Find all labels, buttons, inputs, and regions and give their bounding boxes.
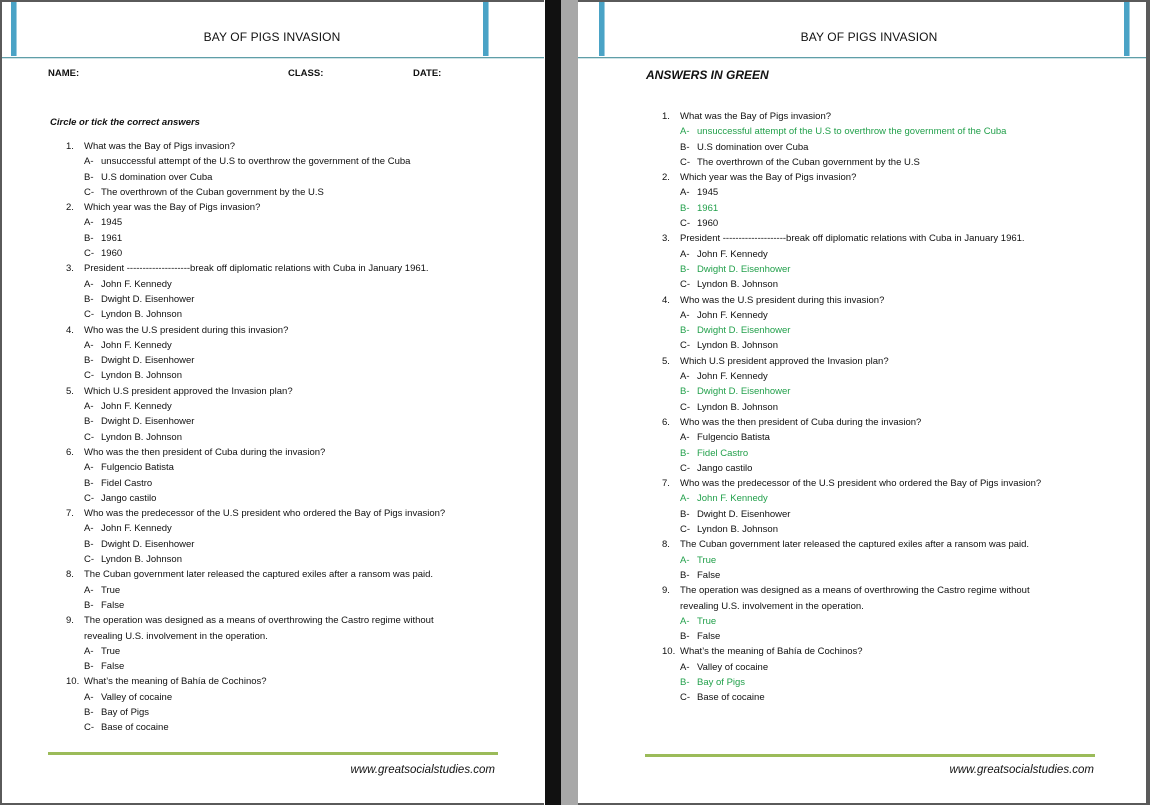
question-text: The operation was designed as a means of overthrowing the Castro regime without <box>84 615 434 627</box>
question-text: What was the Bay of Pigs invasion? <box>84 141 236 152</box>
option-text: False <box>697 569 721 581</box>
question-number: 3. <box>66 263 74 275</box>
answers-heading: ANSWERS IN GREEN <box>646 68 769 82</box>
answer-option[interactable] <box>66 307 445 322</box>
answer-option[interactable] <box>66 353 445 368</box>
option-letter: C- <box>680 524 691 536</box>
option-text: Dwight D. Eisenhower <box>697 263 791 275</box>
answer-option <box>662 277 1041 292</box>
question-item <box>66 506 445 567</box>
option-letter: B- <box>84 232 94 244</box>
answer-option[interactable] <box>66 552 445 567</box>
question-text: What’s the meaning of Bahía de Cochinos? <box>680 646 863 658</box>
option-text: 1961 <box>697 202 719 214</box>
option-letter: C- <box>680 340 691 352</box>
question-item <box>66 139 445 200</box>
option-letter: C- <box>84 492 95 504</box>
question-text: Which year was the Bay of Pigs invasion? <box>84 202 261 214</box>
answer-option <box>662 369 1041 384</box>
question-text: The Cuban government later released the captured exiles after a ransom was paid. <box>680 539 1030 551</box>
answer-option[interactable] <box>66 368 445 383</box>
option-text: The overthrown of the Cuban government by the U.S <box>697 156 920 168</box>
question-number: 8. <box>662 539 670 551</box>
option-text: Dwight D. Eisenhower <box>101 293 195 305</box>
question-number: 6. <box>66 446 74 458</box>
question-number: 5. <box>662 355 670 367</box>
instructions: Circle or tick the correct answers <box>50 117 200 128</box>
answer-option[interactable] <box>66 537 445 552</box>
header-accent-bar-right <box>483 2 489 56</box>
option-text: Lyndon B. Johnson <box>101 309 182 321</box>
header-accent-bar-left <box>599 2 605 56</box>
question-row <box>662 231 1041 246</box>
option-letter: B- <box>84 416 94 428</box>
option-letter: A- <box>84 645 94 657</box>
question-number: 6. <box>662 416 670 428</box>
option-letter: C- <box>680 156 691 168</box>
answer-option <box>662 629 1041 644</box>
answer-option <box>662 568 1041 583</box>
answer-option[interactable] <box>66 430 445 445</box>
option-text: True <box>697 615 717 627</box>
question-item <box>662 537 1041 583</box>
question-number: 9. <box>66 615 74 627</box>
option-text: Jango castilo <box>101 492 157 504</box>
option-text: Fidel Castro <box>697 447 749 459</box>
option-text: Fidel Castro <box>101 477 153 489</box>
answer-option <box>662 247 1041 262</box>
option-text: Lyndon B. Johnson <box>697 401 778 413</box>
answer-option[interactable] <box>66 476 445 491</box>
correct-answer-option <box>662 491 1041 506</box>
option-letter: B- <box>680 263 690 275</box>
option-text: John F. Kennedy <box>697 309 768 321</box>
option-letter: B- <box>680 676 690 688</box>
option-letter: A- <box>680 248 690 260</box>
question-item <box>66 261 445 322</box>
question-row <box>66 200 445 215</box>
option-letter: A- <box>84 156 94 168</box>
question-item <box>662 231 1041 292</box>
question-row <box>66 384 445 399</box>
answer-option <box>662 185 1041 200</box>
answer-option <box>662 216 1041 231</box>
question-text: President --------------------break off diplomatic relations with Cuba in January 1961. <box>84 263 429 275</box>
answer-option <box>662 338 1041 353</box>
header-accent-bar-left <box>11 2 17 56</box>
option-text: Jango castilo <box>697 462 753 474</box>
option-letter: B- <box>680 325 690 337</box>
answer-option[interactable] <box>66 598 445 613</box>
question-text: Who was the predecessor of the U.S president who ordered the Bay of Pigs invasion? <box>84 508 446 520</box>
option-letter: A- <box>84 401 94 413</box>
option-letter: A- <box>680 309 690 321</box>
answer-option[interactable] <box>66 231 445 246</box>
option-text: Dwight D. Eisenhower <box>101 416 195 428</box>
answer-key-page <box>578 2 1146 803</box>
question-row <box>66 674 445 689</box>
option-letter: B- <box>84 706 94 718</box>
answer-option[interactable] <box>66 292 445 307</box>
question-text: Which U.S president approved the Invasion plan? <box>84 385 293 397</box>
option-text: 1960 <box>101 248 123 260</box>
option-letter: B- <box>84 599 94 611</box>
footer-website: www.greatsocialstudies.com <box>949 764 1094 776</box>
option-letter: A- <box>680 187 690 199</box>
option-letter: B- <box>680 508 690 520</box>
option-text: Base of cocaine <box>697 692 765 704</box>
question-text-continued: revealing U.S. involvement in the operation. <box>84 630 268 642</box>
correct-answer-option <box>662 323 1041 338</box>
question-row <box>66 261 445 276</box>
answer-option[interactable] <box>66 246 445 261</box>
question-row <box>662 170 1041 185</box>
option-letter: C- <box>680 692 691 704</box>
answer-option <box>662 430 1041 445</box>
question-row <box>662 537 1041 552</box>
option-text: 1961 <box>101 232 123 244</box>
answer-option <box>662 308 1041 323</box>
footer-rule <box>48 752 498 755</box>
answer-option[interactable] <box>66 154 445 169</box>
option-letter: B- <box>680 141 690 153</box>
option-letter: A- <box>84 462 94 474</box>
correct-answer-option <box>662 384 1041 399</box>
question-item <box>662 476 1041 537</box>
option-letter: C- <box>84 370 95 382</box>
option-text: John F. Kennedy <box>101 523 172 535</box>
option-letter: C- <box>680 401 691 413</box>
option-text: Fulgencio Batista <box>101 462 174 474</box>
correct-answer-option <box>662 446 1041 461</box>
footer-website: www.greatsocialstudies.com <box>350 764 495 776</box>
option-text: Dwight D. Eisenhower <box>101 355 195 367</box>
option-text: John F. Kennedy <box>697 493 768 505</box>
question-number: 1. <box>66 141 74 152</box>
option-text: The overthrown of the Cuban government by the U.S <box>101 186 324 198</box>
worksheet-page <box>2 2 544 803</box>
option-letter: A- <box>84 217 94 229</box>
page-title: BAY OF PIGS INVASION <box>203 30 341 44</box>
question-text: Which U.S president approved the Invasion plan? <box>680 355 889 367</box>
option-text: U.S domination over Cuba <box>697 141 809 153</box>
footer-rule <box>645 754 1095 757</box>
answer-option[interactable] <box>66 644 445 659</box>
answer-option[interactable] <box>66 170 445 185</box>
page-divider <box>545 0 561 805</box>
option-text: John F. Kennedy <box>101 401 172 413</box>
question-text: What’s the meaning of Bahía de Cochinos? <box>84 676 267 688</box>
question-number: 1. <box>662 111 670 122</box>
option-letter: A- <box>84 523 94 535</box>
option-text: Valley of cocaine <box>101 691 173 703</box>
question-item <box>66 200 445 261</box>
option-text: Dwight D. Eisenhower <box>697 325 791 337</box>
option-letter: B- <box>680 386 690 398</box>
question-text: Who was the then president of Cuba during the invasion? <box>680 416 922 428</box>
option-letter: A- <box>680 661 690 673</box>
question-item <box>662 109 1041 170</box>
option-letter: A- <box>680 432 690 444</box>
answer-option[interactable] <box>66 720 445 735</box>
correct-answer-option <box>662 201 1041 216</box>
answer-option <box>662 140 1041 155</box>
option-letter: A- <box>680 615 690 627</box>
date-field-label: DATE: <box>413 68 442 79</box>
question-item <box>66 674 445 735</box>
question-number: 7. <box>662 478 670 490</box>
question-text: The Cuban government later released the captured exiles after a ransom was paid. <box>84 569 434 581</box>
question-row <box>662 354 1041 369</box>
question-row <box>66 445 445 460</box>
question-number: 10. <box>662 646 676 658</box>
question-number: 8. <box>66 569 74 581</box>
option-text: True <box>697 554 717 566</box>
question-row <box>66 567 445 582</box>
option-text: 1945 <box>101 217 123 229</box>
option-text: 1960 <box>697 218 719 230</box>
option-text: Dwight D. Eisenhower <box>101 538 195 550</box>
option-text: 1945 <box>697 187 719 199</box>
answer-option[interactable] <box>66 491 445 506</box>
correct-answer-option <box>662 614 1041 629</box>
option-text: John F. Kennedy <box>697 248 768 260</box>
answer-option[interactable] <box>66 277 445 292</box>
question-item <box>662 170 1041 231</box>
option-text: Lyndon B. Johnson <box>697 279 778 291</box>
option-letter: B- <box>84 171 94 183</box>
option-text: True <box>101 584 121 596</box>
option-letter: C- <box>84 554 95 566</box>
answer-option[interactable] <box>66 705 445 720</box>
question-number: 7. <box>66 508 74 520</box>
correct-answer-option <box>662 553 1041 568</box>
option-text: Bay of Pigs <box>101 706 150 718</box>
answer-option <box>662 660 1041 675</box>
option-letter: B- <box>84 477 94 489</box>
question-text: Who was the U.S president during this invasion? <box>680 294 885 306</box>
option-text: unsuccessful attempt of the U.S to overthrow the government of the Cuba <box>101 156 411 168</box>
option-text: Lyndon B. Johnson <box>101 431 182 443</box>
answer-option <box>662 690 1041 705</box>
question-item <box>662 415 1041 476</box>
correct-answer-option <box>662 675 1041 690</box>
option-letter: C- <box>680 462 691 474</box>
answer-option[interactable] <box>66 414 445 429</box>
question-number: 10. <box>66 676 80 688</box>
page-title: BAY OF PIGS INVASION <box>800 30 938 44</box>
option-text: John F. Kennedy <box>101 339 172 351</box>
question-text: President --------------------break off diplomatic relations with Cuba in January 1961. <box>680 233 1025 245</box>
answer-option <box>662 155 1041 170</box>
option-text: Valley of cocaine <box>697 661 769 673</box>
question-row <box>66 506 445 521</box>
question-row <box>66 613 445 628</box>
question-list <box>66 139 445 736</box>
question-text: What was the Bay of Pigs invasion? <box>680 111 832 122</box>
question-item <box>66 323 445 384</box>
question-row <box>662 583 1041 598</box>
answer-option[interactable] <box>66 338 445 353</box>
correct-answer-option <box>662 124 1041 139</box>
option-letter: C- <box>680 218 691 230</box>
option-letter: C- <box>680 279 691 291</box>
option-text: Lyndon B. Johnson <box>101 370 182 382</box>
option-text: Base of cocaine <box>101 722 169 734</box>
answer-option <box>662 400 1041 415</box>
question-row <box>662 644 1041 659</box>
option-letter: B- <box>680 631 690 643</box>
option-text: Dwight D. Eisenhower <box>697 386 791 398</box>
page-divider-shadow <box>561 0 578 805</box>
option-text: False <box>101 661 125 673</box>
name-field-label: NAME: <box>48 68 80 79</box>
option-letter: B- <box>84 293 94 305</box>
question-text: The operation was designed as a means of overthrowing the Castro regime without <box>680 585 1030 597</box>
option-text: unsuccessful attempt of the U.S to overthrow the government of the Cuba <box>697 126 1007 138</box>
question-text-continued: revealing U.S. involvement in the operation. <box>680 600 864 612</box>
option-text: Bay of Pigs <box>697 676 746 688</box>
question-item <box>662 644 1041 705</box>
question-number: 3. <box>662 233 670 245</box>
question-number: 5. <box>66 385 74 397</box>
question-text: Who was the predecessor of the U.S president who ordered the Bay of Pigs invasion? <box>680 478 1042 490</box>
question-row <box>662 415 1041 430</box>
option-text: Lyndon B. Johnson <box>101 554 182 566</box>
question-item <box>66 567 445 613</box>
question-number: 4. <box>662 294 670 306</box>
answer-option[interactable] <box>66 690 445 705</box>
answer-list <box>662 109 1041 706</box>
question-text: Who was the U.S president during this invasion? <box>84 324 289 336</box>
question-text: Who was the then president of Cuba during the invasion? <box>84 446 326 458</box>
answer-option[interactable] <box>66 185 445 200</box>
question-item <box>66 613 445 674</box>
option-letter: B- <box>84 355 94 367</box>
option-letter: A- <box>680 371 690 383</box>
option-letter: B- <box>680 202 690 214</box>
option-letter: A- <box>680 493 690 505</box>
option-text: U.S domination over Cuba <box>101 171 213 183</box>
header-rule <box>578 57 1146 59</box>
option-letter: C- <box>84 431 95 443</box>
question-row <box>662 476 1041 491</box>
answer-option[interactable] <box>66 583 445 598</box>
option-text: John F. Kennedy <box>101 278 172 290</box>
question-number: 2. <box>66 202 74 214</box>
answer-option[interactable] <box>66 215 445 230</box>
question-item <box>66 384 445 445</box>
option-letter: B- <box>680 569 690 581</box>
answer-option <box>662 507 1041 522</box>
option-text: Lyndon B. Johnson <box>697 340 778 352</box>
answer-option[interactable] <box>66 399 445 414</box>
option-letter: A- <box>680 554 690 566</box>
answer-option <box>662 461 1041 476</box>
option-letter: A- <box>84 339 94 351</box>
option-text: Fulgencio Batista <box>697 432 770 444</box>
option-letter: A- <box>84 584 94 596</box>
question-number: 2. <box>662 172 670 184</box>
answer-option <box>662 522 1041 537</box>
option-letter: B- <box>84 661 94 673</box>
question-row <box>662 293 1041 308</box>
question-row <box>66 139 445 154</box>
option-letter: C- <box>84 309 95 321</box>
option-letter: A- <box>680 126 690 138</box>
option-text: False <box>697 631 721 643</box>
question-number: 4. <box>66 324 74 336</box>
option-text: Dwight D. Eisenhower <box>697 508 791 520</box>
question-item <box>662 583 1041 644</box>
option-text: John F. Kennedy <box>697 371 768 383</box>
class-field-label: CLASS: <box>288 68 324 79</box>
option-text: True <box>101 645 121 657</box>
question-number: 9. <box>662 585 670 597</box>
option-letter: A- <box>84 691 94 703</box>
option-letter: C- <box>84 722 95 734</box>
option-letter: B- <box>680 447 690 459</box>
question-row <box>66 323 445 338</box>
option-text: Lyndon B. Johnson <box>697 524 778 536</box>
question-row <box>662 109 1041 124</box>
question-item <box>662 354 1041 415</box>
header-rule <box>2 57 544 59</box>
answer-option[interactable] <box>66 521 445 536</box>
question-item <box>662 293 1041 354</box>
option-text: False <box>101 599 125 611</box>
header-accent-bar-right <box>1124 2 1130 56</box>
option-letter: A- <box>84 278 94 290</box>
option-letter: C- <box>84 186 95 198</box>
answer-option[interactable] <box>66 460 445 475</box>
option-letter: B- <box>84 538 94 550</box>
correct-answer-option <box>662 262 1041 277</box>
answer-option[interactable] <box>66 659 445 674</box>
question-item <box>66 445 445 506</box>
question-text: Which year was the Bay of Pigs invasion? <box>680 172 857 184</box>
option-letter: C- <box>84 248 95 260</box>
